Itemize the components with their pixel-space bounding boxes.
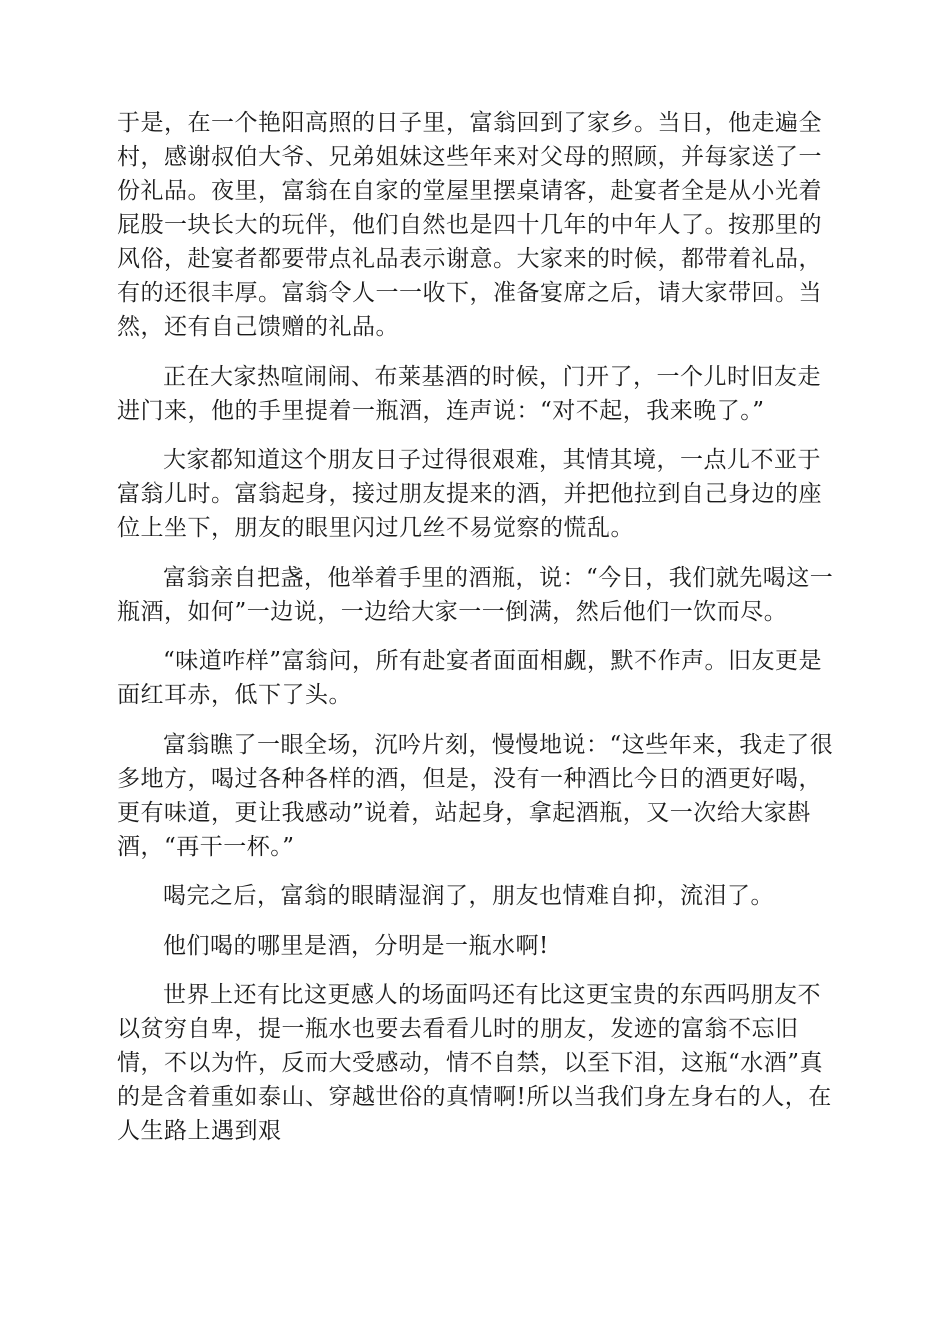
paragraph-toast: 富翁瞧了一眼全场，沉吟片刻，慢慢地说：“这些年来，我走了很多地方，喝过各种各样的酒，但是，没有一种酒比今日的酒更好喝，更有味道，更让我感动”说着，站起身，拿起酒瓶，又一次给大家斟酒，“再干一杯。” [117,731,834,860]
paragraph-friend-arrives: 正在大家热喧闹闹、布莱基酒的时候，门开了，一个儿时旧友走进门来，他的手里提着一瓶酒，连声说：“对不起，我来晚了。” [117,363,821,424]
paragraph-friend-hardship: 大家都知道这个朋友日子过得很艰难，其情其境，一点儿不亚于富翁儿时。富翁起身，接过朋友提来的酒，并把他拉到自己身边的座位上坐下，朋友的眼里闪过几丝不易觉察的慌乱。 [117,447,822,541]
paragraph-homecoming: 于是，在一个艳阳高照的日子里，富翁回到了家乡。当日，他走遍全村，感谢叔伯大爷、兄弟姐妹这些年来对父母的照顾，并每家送了一份礼品。夜里，富翁在自家的堂屋里摆桌请客，赴宴者全是从小光着屁股一块长大的玩伴，他们自然也是四十几年的中年人了。按那里的风俗，赴宴者都要带点礼品表示谢意。大家来的时候，都带着礼品，有的还很丰厚。富翁令人一一收下，准备宴席之后，请大家带回。当然，还有自己馈赠的礼品。 [117,110,822,340]
paragraph-water: 他们喝的哪里是酒，分明是一瓶水啊! [163,932,549,959]
document-body [117,106,837,1164]
paragraph-taste-question: “味道咋样”富翁问，所有赴宴者面面相觑，默不作声。旧友更是面红耳赤，低下了头。 [117,648,823,708]
paragraph-tears: 喝完之后，富翁的眼睛湿润了，朋友也情难自抑，流泪了。 [163,883,774,909]
paragraph-moral: 世界上还有比这更感人的场面吗还有比这更宝贵的东西吗朋友不以贫穷自卑，提一瓶水也要去看看儿时的朋友，发迹的富翁不忘旧情，不以为忤，反而大受感动，情不自禁，以至下泪，这瓶“水酒”真的是含着重如泰山、穿越世俗的真情啊!所以当我们身左身右的人，在人生路上遇到艰 [117,982,832,1144]
paragraph-pour-wine: 富翁亲自把盏，他举着手里的酒瓶，说：“今日，我们就先喝这一瓶酒，如何”一边说，一边给大家一一倒满，然后他们一饮而尽。 [117,564,834,625]
